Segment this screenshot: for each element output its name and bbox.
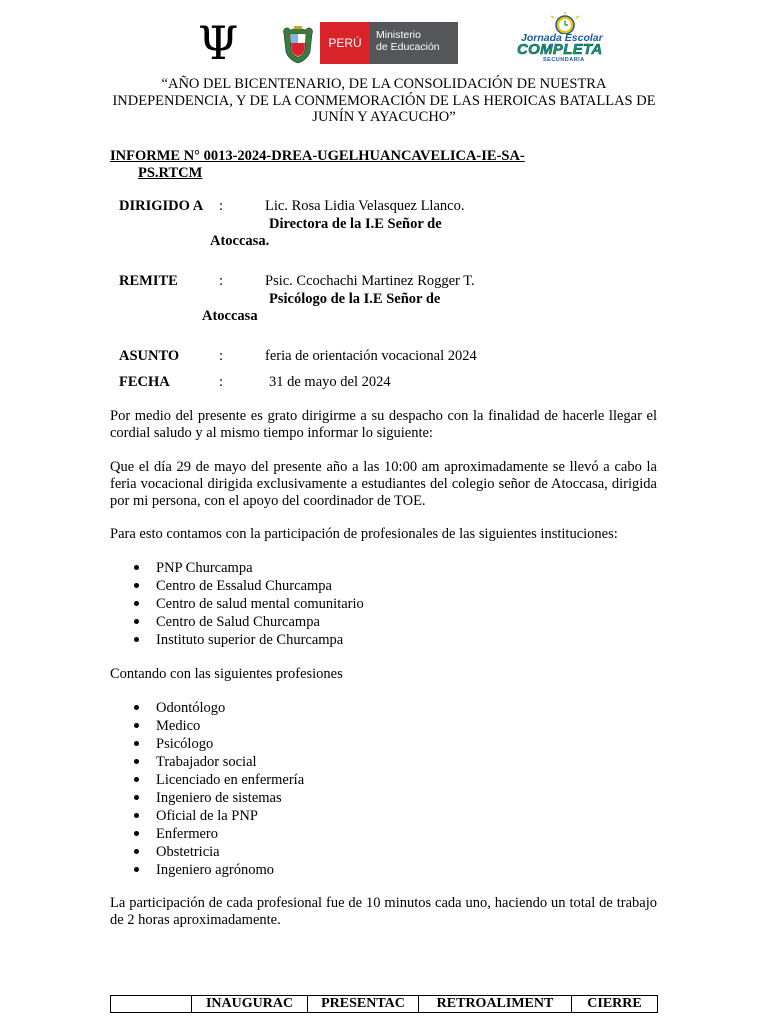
peru-label: PERÚ	[320, 22, 370, 64]
ministry-line1: Ministerio	[376, 29, 421, 41]
list-item: Ingeniero de sistemas	[110, 789, 304, 807]
list-item: Medico	[110, 717, 304, 735]
paragraph-professions-intro: Contando con las siguientes profesiones	[110, 666, 343, 682]
table-header-inauguracion: INAUGURAC	[192, 996, 308, 1013]
list-item: Centro de salud mental comunitario	[110, 595, 364, 613]
year-motto: “AÑO DEL BICENTENARIO, DE LA CONSOLIDACIÓN DE NUESTRA INDEPENDENCIA, Y DE LA CONMEMORACIÓN DE LAS HEROICAS BATALLAS DE JUNÍN Y AYACUCHO”	[112, 76, 656, 125]
list-item: Licenciado en enfermería	[110, 771, 304, 789]
table-cell-empty	[111, 996, 192, 1013]
remite-role-line1: Psicólogo de la I.E Señor de	[269, 291, 441, 307]
list-item: Centro de Salud Churcampa	[110, 613, 364, 631]
table-header-retroalimentacion: RETROALIMENT	[419, 996, 572, 1013]
list-item: Centro de Essalud Churcampa	[110, 577, 364, 595]
report-title-line2: PS.RTCM	[138, 164, 203, 181]
jec-line2: COMPLETA	[517, 41, 603, 58]
list-item: Oficial de la PNP	[110, 807, 304, 825]
list-item: Trabajador social	[110, 753, 304, 771]
peru-coat-of-arms-icon	[280, 24, 316, 64]
fecha-separator: :	[219, 374, 224, 390]
jec-line1: Jornada Escolar	[521, 32, 603, 44]
dirigido-role-line1: Directora de la I.E Señor de	[269, 216, 442, 232]
professions-list	[110, 699, 304, 879]
activity-table	[110, 995, 658, 1013]
clock-sun-icon	[545, 12, 585, 34]
psychology-logo-icon: Ψ	[198, 16, 239, 70]
paragraph-institutions-intro: Para esto contamos con la participación de profesionales de las siguientes instituciones:	[110, 526, 618, 542]
list-item: Psicólogo	[110, 735, 304, 753]
report-title	[110, 148, 580, 181]
jec-line3: SECUNDARIA	[543, 57, 585, 63]
asunto-label: ASUNTO	[119, 348, 180, 364]
list-item: Ingeniero agrónomo	[110, 861, 304, 879]
table-header-presentacion: PRESENTAC	[308, 996, 419, 1013]
paragraph-intro: Por medio del presente es grato dirigirme a su despacho con la finalidad de hacerle llegar el cordial saludo y al mismo tiempo informar lo siguiente:	[110, 408, 657, 441]
remite-role-line2: Atoccasa	[202, 308, 258, 324]
remite-name: Psic. Ccochachi Martinez Rogger T.	[265, 273, 475, 289]
ministry-of-education-logo	[320, 22, 458, 64]
dirigido-label: DIRIGIDO A	[119, 198, 204, 214]
remite-label: REMITE	[119, 273, 178, 289]
list-item: PNP Churcampa	[110, 559, 364, 577]
asunto-separator: :	[219, 348, 224, 364]
list-item: Instituto superior de Churcampa	[110, 631, 364, 649]
asunto-value: feria de orientación vocacional 2024	[265, 348, 477, 364]
list-item: Odontólogo	[110, 699, 304, 717]
paragraph-duration: La participación de cada profesional fue de 10 minutos cada uno, haciendo un total de trabajo de 2 horas aproximadamente.	[110, 895, 657, 928]
dirigido-name: Lic. Rosa Lidia Velasquez Llanco.	[265, 198, 465, 214]
ministry-label	[370, 22, 458, 64]
fecha-label: FECHA	[119, 374, 170, 390]
table-header-cierre: CIERRE	[572, 996, 658, 1013]
remite-separator: :	[219, 273, 224, 289]
dirigido-separator: :	[219, 198, 224, 214]
paragraph-event: Que el día 29 de mayo del presente año a las 10:00 am aproximadamente se llevó a cabo la feria vocacional dirigida exclusivamente a estudiantes del colegio señor de Atoccasa, dirigida por mi persona, con el apoyo del coordinador de TOE.	[110, 459, 657, 509]
table-row	[111, 996, 658, 1013]
fecha-value: 31 de mayo del 2024	[269, 374, 391, 390]
list-item: Enfermero	[110, 825, 304, 843]
report-title-line1: INFORME N° 0013-2024-DREA-UGELHUANCAVELICA-IE-SA-	[110, 148, 525, 164]
ministry-line2: de Educación	[376, 41, 440, 53]
jornada-escolar-completa-logo	[515, 12, 617, 64]
institutions-list	[110, 559, 364, 649]
list-item: Obstetricia	[110, 843, 304, 861]
dirigido-role-line2: Atoccasa.	[210, 233, 270, 249]
